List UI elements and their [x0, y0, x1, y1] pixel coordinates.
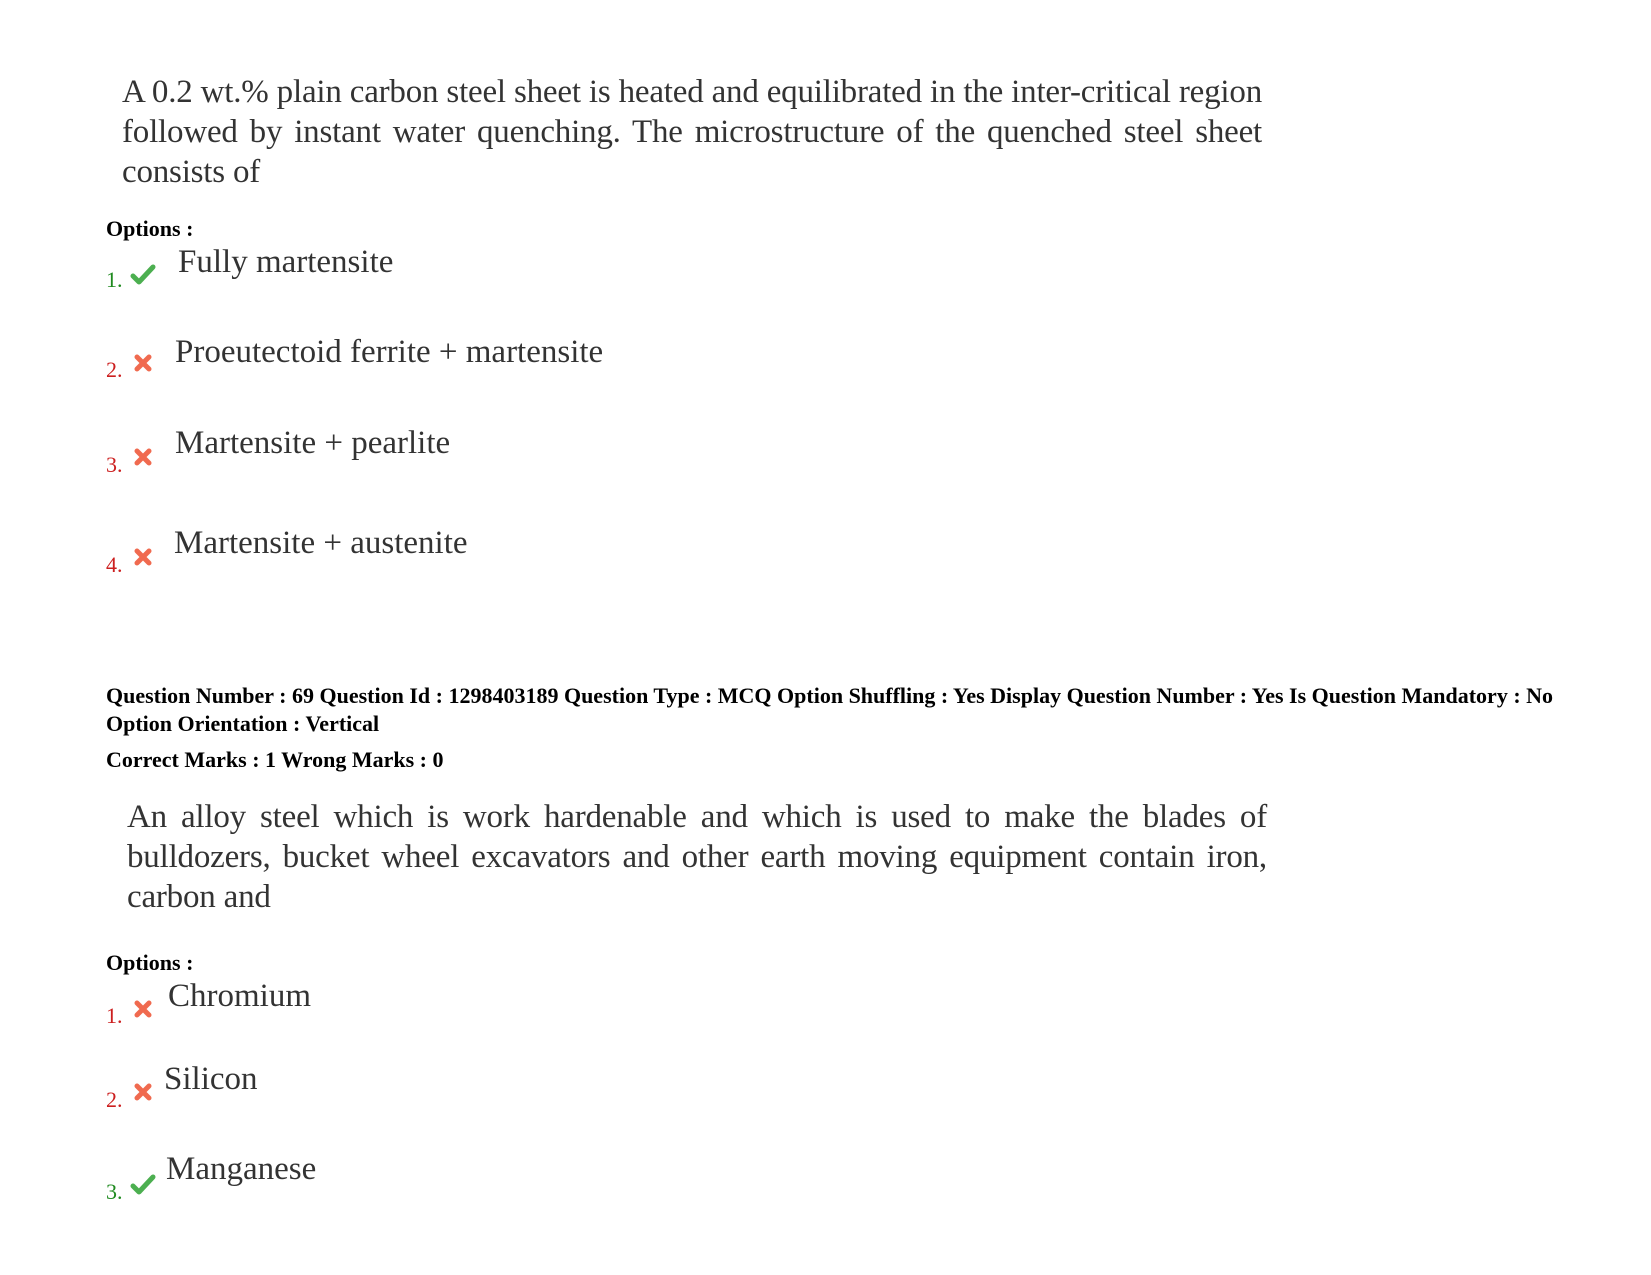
option-number: 3.	[106, 1179, 123, 1204]
check-icon	[130, 1172, 156, 1198]
cross-icon	[131, 997, 157, 1023]
option-text: Manganese	[166, 1151, 317, 1187]
question-69-stem: An alloy steel which is work hardenable and which is used to make the blades of bulldozers, bucket wheel excavators and other earth moving equipment contain iron, carbon and	[127, 799, 1267, 915]
option-number: 1.	[106, 267, 123, 292]
q69-option-1	[0, 976, 900, 1036]
cross-icon	[131, 351, 157, 377]
option-text: Chromium	[168, 978, 312, 1014]
option-text: Proeutectoid ferrite + martensite	[175, 334, 604, 370]
question-69-metadata: Question Number : 69 Question Id : 1298403189 Question Type : MCQ Option Shuffling : Yes Display Question Number : Yes Is Question Mandatory : No Option Orientation : Vertical	[106, 683, 1554, 736]
cross-icon	[131, 445, 157, 471]
option-number: 1.	[106, 1003, 123, 1028]
q69-options-label: Options :	[106, 950, 194, 975]
question-68-stem: A 0.2 wt.% plain carbon steel sheet is heated and equilibrated in the inter-critical region followed by instant water quenching. The microstructure of the quenched steel sheet consists of	[122, 74, 1262, 190]
q68-option-3	[0, 425, 900, 485]
cross-icon	[131, 1080, 157, 1106]
option-number: 2.	[106, 357, 123, 382]
q68-option-4	[0, 525, 900, 585]
q69-option-3	[0, 1152, 900, 1212]
option-number: 2.	[106, 1087, 123, 1112]
option-text: Silicon	[164, 1061, 258, 1097]
question-69-marks: Correct Marks : 1 Wrong Marks : 0	[106, 747, 444, 772]
option-number: 3.	[106, 452, 123, 477]
option-text: Martensite + pearlite	[175, 425, 451, 461]
q68-option-1	[0, 240, 900, 300]
cross-icon	[131, 545, 157, 571]
q69-option-2	[0, 1060, 900, 1120]
q68-option-2	[0, 330, 900, 390]
option-text: Fully martensite	[178, 244, 394, 280]
option-number: 4.	[106, 552, 123, 577]
option-text: Martensite + austenite	[174, 525, 468, 561]
q68-options-label: Options :	[106, 216, 194, 241]
check-icon	[130, 262, 156, 288]
